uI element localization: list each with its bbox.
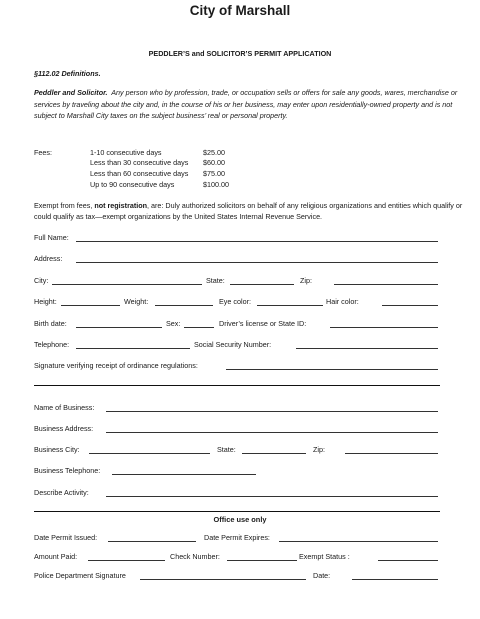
- section-heading: §112.02 Definitions.: [34, 69, 101, 78]
- definition-term: Peddler and Solicitor.: [34, 88, 108, 97]
- state-label: State:: [206, 276, 225, 285]
- date-issued-label: Date Permit Issued:: [34, 533, 98, 542]
- date-expires-label: Date Permit Expires:: [204, 533, 270, 542]
- document-title: City of Marshall: [189, 3, 291, 18]
- business-address-field[interactable]: [106, 432, 438, 433]
- business-address-label: Business Address:: [34, 424, 94, 433]
- fee-period-1: 1-10 consecutive days: [90, 148, 162, 157]
- exempt-prefix: Exempt from fees,: [34, 201, 93, 210]
- license-label: Driver’s license or State ID:: [219, 319, 307, 328]
- sex-field[interactable]: [184, 327, 214, 328]
- fee-period-4: Up to 90 consecutive days: [90, 180, 175, 189]
- full-name-field[interactable]: [76, 241, 438, 242]
- fee-period-3: Less than 60 consecutive days: [90, 169, 189, 178]
- zip-label: Zip:: [300, 276, 312, 285]
- section-divider-1: [34, 385, 440, 386]
- full-name-label: Full Name:: [34, 233, 69, 242]
- fee-amount-4: $100.00: [203, 180, 229, 189]
- office-use-heading: Office use only: [213, 515, 267, 524]
- definition-paragraph: [34, 87, 460, 122]
- address-field[interactable]: [76, 262, 438, 263]
- definition-text: Any person who by profession, trade, or occupation sells or offers for sale any goods, wares, merchandise or services by traveling about the city and, in the course of his or her business, may enter upon residentially-owned property and is not subject to Marshall City taxes on the subject business’ real or personal property.: [34, 88, 458, 120]
- business-zip-label: Zip:: [313, 445, 325, 454]
- exempt-status-field[interactable]: [378, 560, 438, 561]
- hair-color-field[interactable]: [382, 305, 438, 306]
- sex-label: Sex:: [166, 319, 181, 328]
- birth-date-label: Birth date:: [34, 319, 67, 328]
- city-field[interactable]: [52, 284, 202, 285]
- exempt-suffix: , are: Duly authorized solicitors on behalf of any religious organizations and entities which qualify or could qualify as tax—exempt organizations by the United States Internal Revenue Service.: [34, 201, 463, 221]
- date-issued-field[interactable]: [108, 541, 196, 542]
- document-subtitle: PEDDLER’S and SOLICITOR’S PERMIT APPLICATION: [148, 49, 332, 58]
- amount-paid-field[interactable]: [88, 560, 165, 561]
- check-number-label: Check Number:: [170, 552, 220, 561]
- business-name-field[interactable]: [106, 411, 438, 412]
- license-field[interactable]: [330, 327, 438, 328]
- business-state-label: State:: [217, 445, 236, 454]
- hair-color-label: Hair color:: [326, 297, 359, 306]
- business-name-label: Name of Business:: [34, 403, 95, 412]
- business-city-label: Business City:: [34, 445, 80, 454]
- signature-field[interactable]: [226, 369, 438, 370]
- zip-field[interactable]: [334, 284, 438, 285]
- fee-period-2: Less than 30 consecutive days: [90, 158, 189, 167]
- exempt-status-label: Exempt Status :: [299, 552, 350, 561]
- business-telephone-field[interactable]: [112, 474, 256, 475]
- business-telephone-label: Business Telephone:: [34, 466, 101, 475]
- police-signature-label: Police Department Signature: [34, 571, 126, 580]
- police-date-field[interactable]: [352, 579, 438, 580]
- business-state-field[interactable]: [242, 453, 306, 454]
- police-date-label: Date:: [313, 571, 331, 580]
- eye-color-label: Eye color:: [219, 297, 251, 306]
- police-signature-field[interactable]: [140, 579, 306, 580]
- business-zip-field[interactable]: [345, 453, 438, 454]
- exempt-paragraph: [34, 201, 464, 222]
- date-expires-field[interactable]: [279, 541, 438, 542]
- business-city-field[interactable]: [89, 453, 210, 454]
- weight-label: Weight:: [124, 297, 149, 306]
- eye-color-field[interactable]: [257, 305, 323, 306]
- fee-amount-2: $60.00: [203, 158, 225, 167]
- exempt-bold: not registration: [94, 201, 148, 210]
- address-label: Address:: [34, 254, 63, 263]
- ssn-field[interactable]: [296, 348, 438, 349]
- telephone-field[interactable]: [76, 348, 190, 349]
- fee-amount-1: $25.00: [203, 148, 225, 157]
- weight-field[interactable]: [155, 305, 213, 306]
- ssn-label: Social Security Number:: [194, 340, 272, 349]
- amount-paid-label: Amount Paid:: [34, 552, 78, 561]
- height-label: Height:: [34, 297, 57, 306]
- check-number-field[interactable]: [227, 560, 297, 561]
- state-field[interactable]: [230, 284, 294, 285]
- telephone-label: Telephone:: [34, 340, 70, 349]
- signature-label: Signature verifying receipt of ordinance regulations:: [34, 361, 198, 370]
- section-divider-2: [34, 511, 440, 512]
- activity-field[interactable]: [106, 496, 438, 497]
- city-label: City:: [34, 276, 49, 285]
- birth-date-field[interactable]: [76, 327, 162, 328]
- fees-label: Fees:: [34, 148, 52, 157]
- fee-amount-3: $75.00: [203, 169, 225, 178]
- activity-label: Describe Activity:: [34, 488, 89, 497]
- height-field[interactable]: [61, 305, 120, 306]
